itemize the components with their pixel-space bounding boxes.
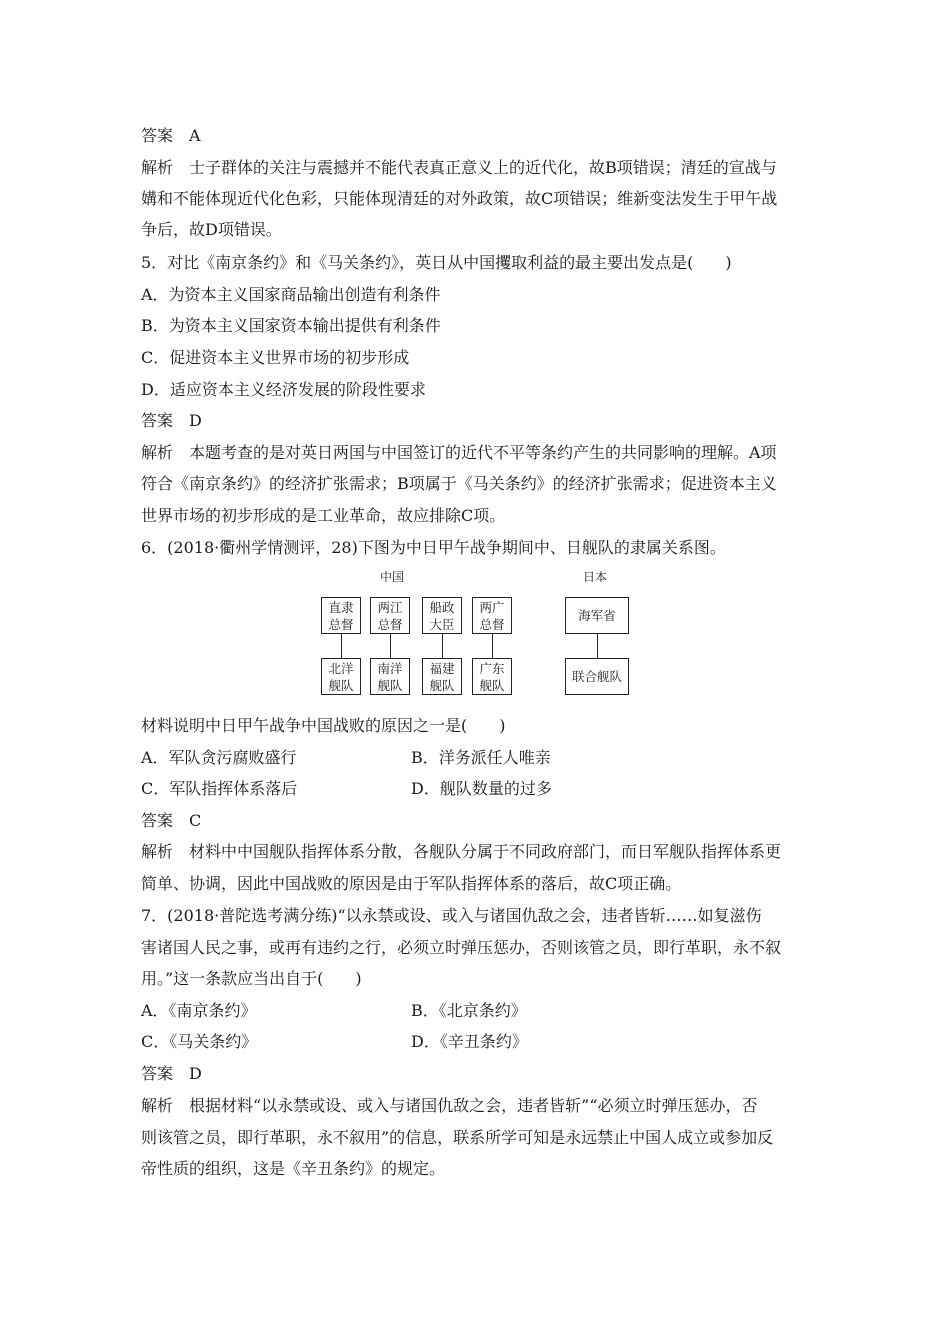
- box-text: 两广: [479, 599, 505, 615]
- box-text: 大臣: [429, 616, 455, 632]
- box-text: 南洋: [377, 660, 403, 676]
- q7-option-a: A．《南京条约》: [141, 1001, 257, 1020]
- q7-answer: 答案 D: [141, 1064, 202, 1083]
- box-text: 总督: [377, 616, 403, 632]
- q6-stem: 6．(2018·衢州学情测评，28)下图为中日甲午战争期间中、日舰队的隶属关系图。: [141, 538, 726, 557]
- box-text: 船政: [429, 599, 455, 615]
- q5-option-b: B．为资本主义国家资本输出提供有利条件: [141, 316, 441, 335]
- diagram-china-title: 中国: [380, 570, 405, 584]
- china-top-box-4: [472, 597, 512, 634]
- connector-line: [597, 634, 598, 658]
- q6-material: 材料说明中日甲午战争中国战败的原因之一是( ): [141, 716, 506, 735]
- q5-answer: 答案 D: [141, 411, 202, 430]
- china-bottom-box-1: [321, 658, 361, 695]
- box-text: 舰队: [377, 677, 403, 693]
- q7-option-c: C．《马关条约》: [141, 1032, 258, 1051]
- china-top-box-3: [422, 597, 462, 634]
- japan-top-box: [565, 597, 629, 634]
- japan-bottom-box: [565, 658, 629, 695]
- china-bottom-box-4: [472, 658, 512, 695]
- q7-stem-line-1: 7．(2018·普陀选考满分练)“以永禁或设、或入与诸国仇敌之会，违者皆斩……如复滋伤: [141, 906, 762, 925]
- box-text: 北洋: [328, 660, 354, 676]
- box-text: 舰队: [328, 677, 354, 693]
- q5-option-d: D．适应资本主义经济发展的阶段性要求: [141, 380, 426, 399]
- q7-stem-line-2: 害诸国人民之事，或再有违约之行，必须立时弹压惩办，否则该管之员，即行革职，永不叙: [141, 938, 782, 957]
- q5-stem: 5．对比《南京条约》和《马关条约》，英日从中国攫取利益的最主要出发点是( ): [141, 253, 732, 272]
- box-text: 联合舰队: [571, 669, 622, 684]
- box-text: 广东: [479, 660, 505, 676]
- q6-analysis-line-2: 简单、协调，因此中国战败的原因是由于军队指挥体系的落后，故C项正确。: [141, 874, 682, 893]
- q5-analysis-line-3: 世界市场的初步形成的是工业革命，故应排除C项。: [141, 506, 506, 525]
- q5-option-a: A．为资本主义国家商品输出创造有利条件: [141, 285, 441, 304]
- q7-analysis-line-3: 帝性质的组织，这是《辛丑条约》的规定。: [141, 1159, 446, 1178]
- q4-analysis-line-2: 媾和不能体现近代化色彩，只能体现清廷的对外政策，故C项错误；维新变法发生于甲午战: [141, 189, 778, 208]
- q6-answer: 答案 C: [141, 811, 202, 830]
- box-text: 两江: [377, 599, 403, 615]
- china-top-box-2: [370, 597, 410, 634]
- q6-option-d: D．舰队数量的过多: [411, 779, 552, 798]
- box-text: 舰队: [479, 677, 505, 693]
- connector-line: [492, 634, 493, 658]
- q7-option-d: D．《辛丑条约》: [411, 1032, 528, 1051]
- box-text: 福建: [429, 660, 455, 676]
- connector-line: [341, 634, 342, 658]
- q7-analysis-line-2: 则该管之员，即行革职，永不叙用”的信息，联系所学可知是永远禁止中国人成立或参加反: [141, 1128, 774, 1147]
- box-text: 直隶: [328, 599, 354, 615]
- q7-option-b: B．《北京条约》: [411, 1001, 527, 1020]
- box-text: 总督: [479, 616, 505, 632]
- box-text: 海军省: [578, 608, 616, 623]
- box-text: 总督: [328, 616, 354, 632]
- connector-line: [390, 634, 391, 658]
- q5-option-c: C．促进资本主义世界市场的初步形成: [141, 348, 410, 367]
- box-text: 舰队: [429, 677, 455, 693]
- china-bottom-box-2: [370, 658, 410, 695]
- china-top-box-1: [321, 597, 361, 634]
- q7-analysis-line-1: 解析 根据材料“以永禁或设、或入与诸国仇敌之会，违者皆斩”“必须立时弹压惩办，否: [141, 1096, 758, 1115]
- q4-analysis-line-1: 解析 士子群体的关注与震撼并不能代表真正意义上的近代化，故B项错误；清廷的宣战与: [141, 158, 777, 177]
- q5-analysis-line-2: 符合《南京条约》的经济扩张需求；B项属于《马关条约》的经济扩张需求；促进资本主义: [141, 474, 777, 493]
- connector-line: [442, 634, 443, 658]
- q4-answer: 答案 A: [141, 126, 201, 145]
- q6-option-c: C．军队指挥体系落后: [141, 779, 298, 798]
- q5-analysis-line-1: 解析 本题考查的是对英日两国与中国签订的近代不平等条约产生的共同影响的理解。A项: [141, 443, 777, 462]
- diagram-japan-title: 日本: [583, 570, 608, 584]
- fleet-affiliation-diagram: [318, 570, 638, 702]
- q6-option-a: A．军队贪污腐败盛行: [141, 748, 297, 767]
- q7-stem-line-3: 用。”这一条款应当出自于( ): [141, 969, 362, 988]
- q6-analysis-line-1: 解析 材料中中国舰队指挥体系分散，各舰队分属于不同政府部门，而日军舰队指挥体系更: [141, 842, 782, 861]
- q4-analysis-line-3: 争后，故D项错误。: [141, 220, 282, 239]
- china-bottom-box-3: [422, 658, 462, 695]
- q6-option-b: B．洋务派任人唯亲: [411, 748, 551, 767]
